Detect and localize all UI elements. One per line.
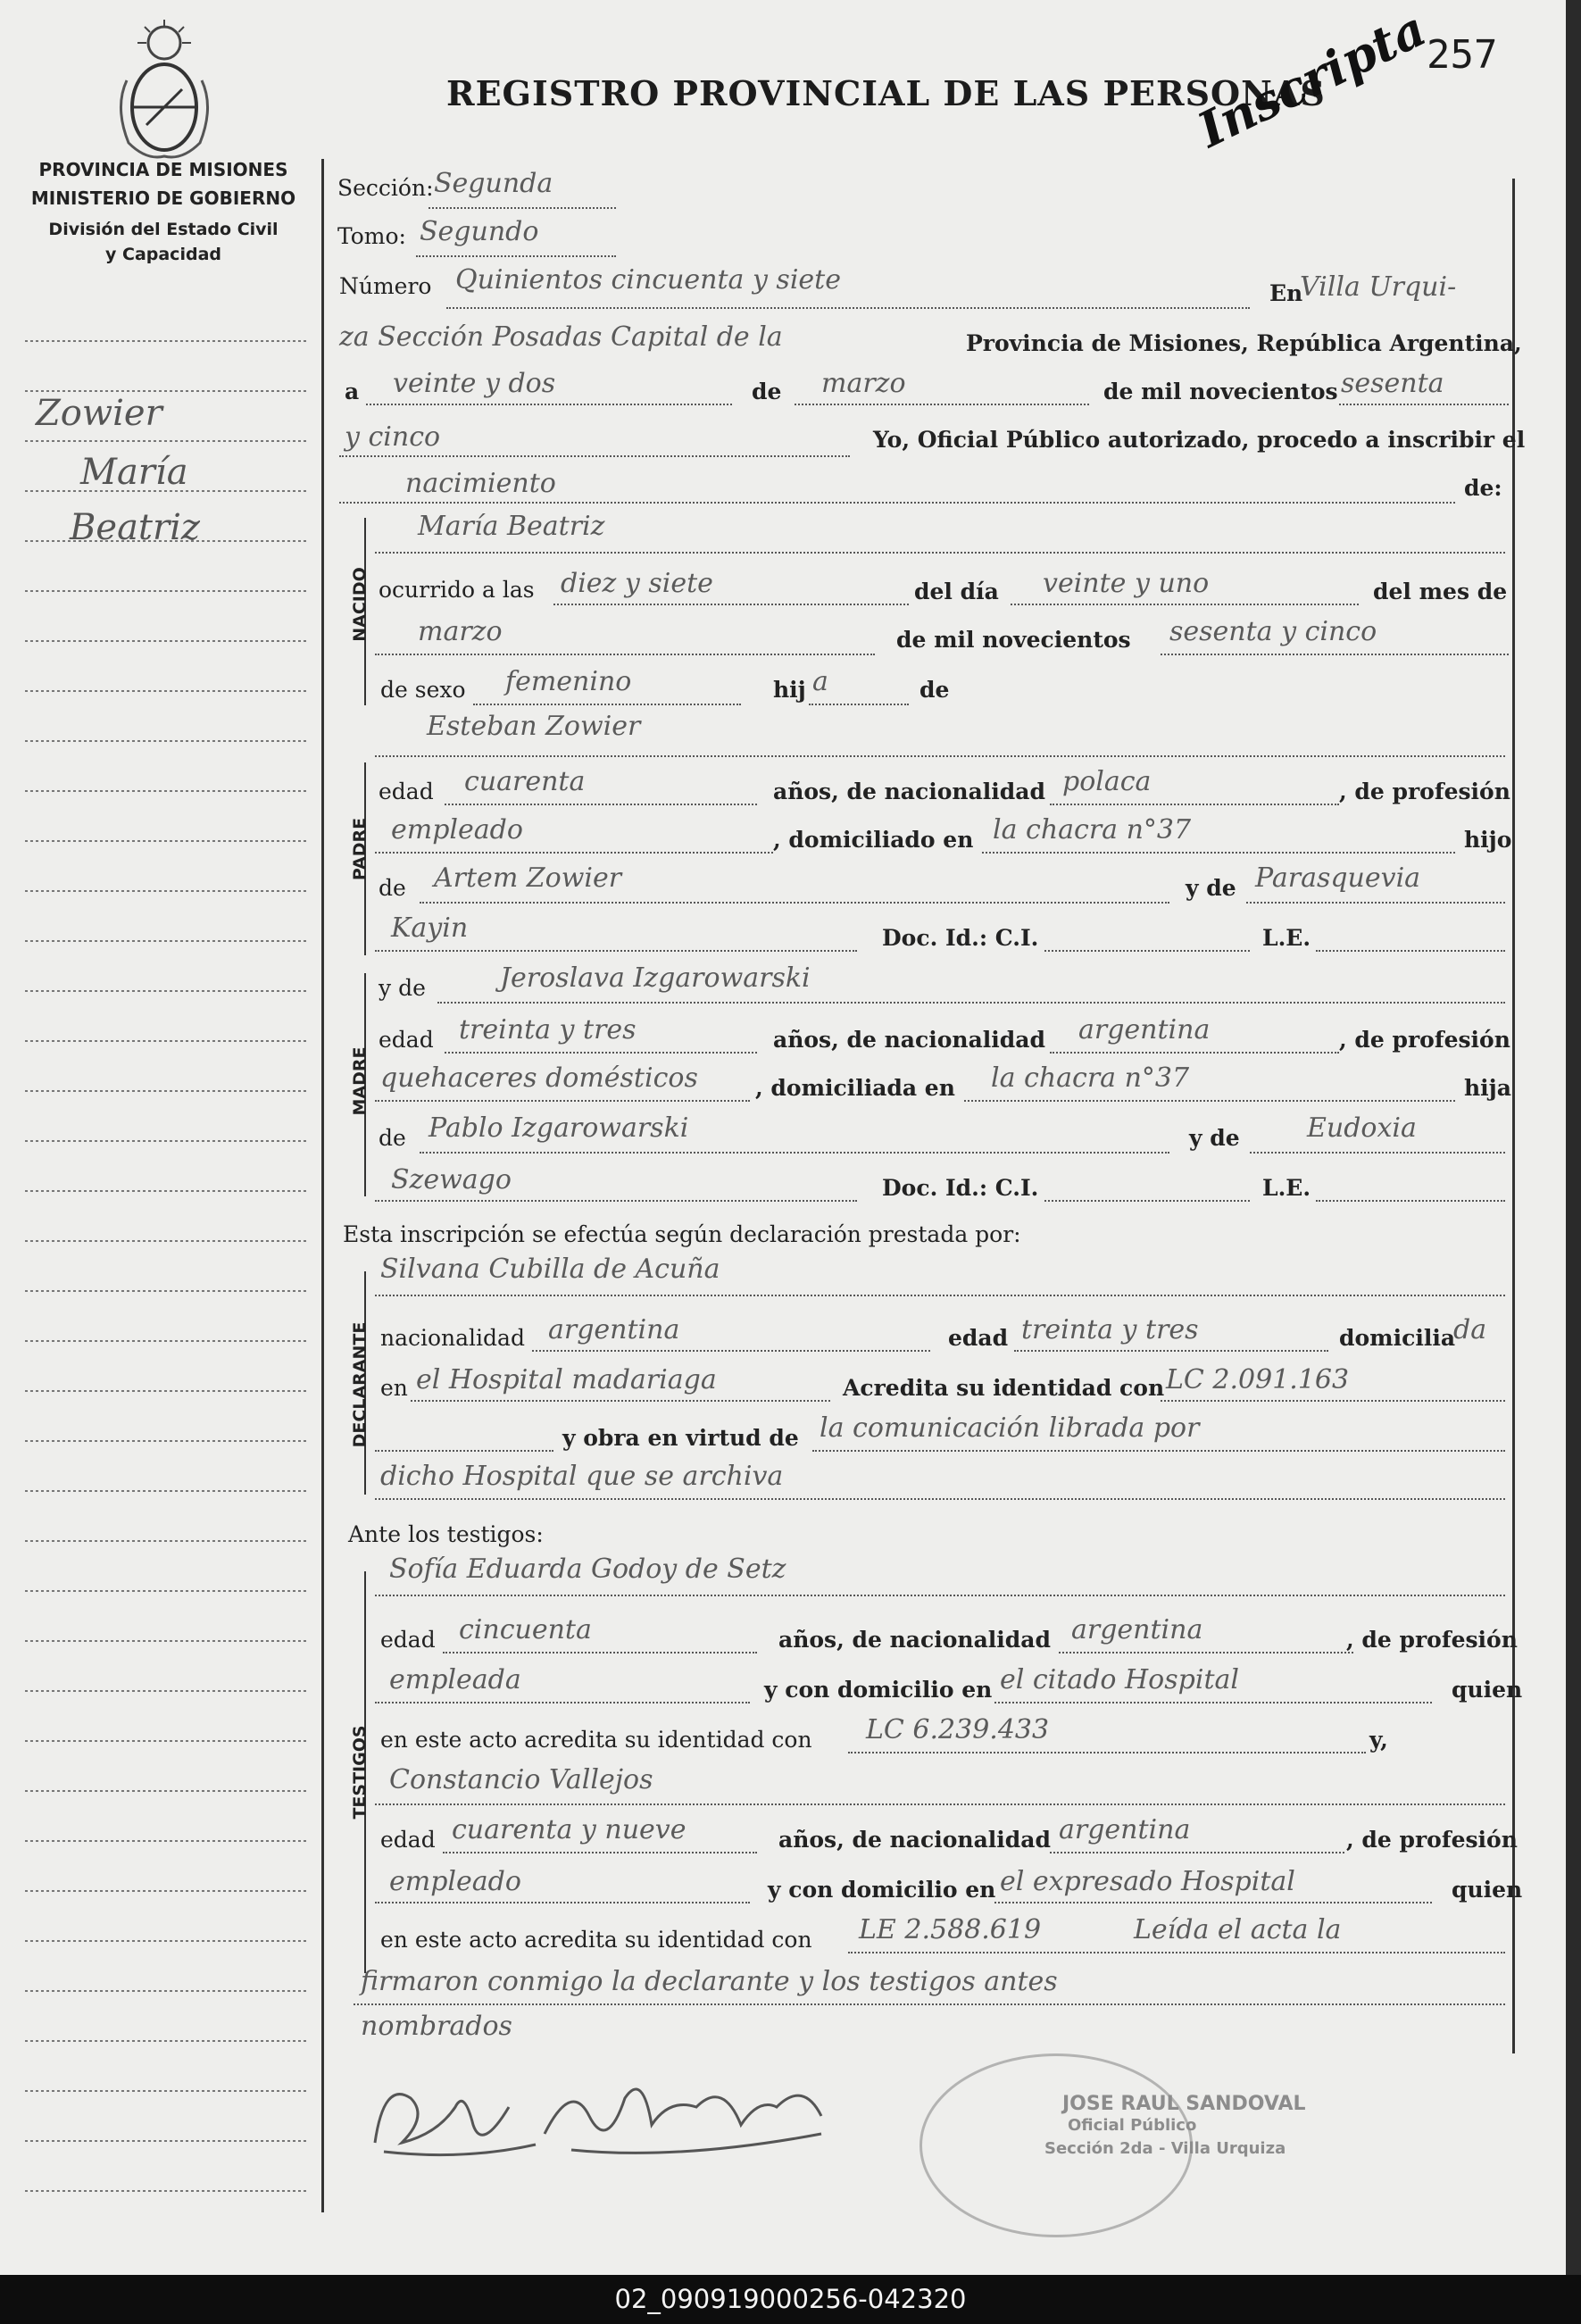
padre-y-de-label: y de [1186,875,1236,901]
nacido-dia: veinte y uno [1043,568,1210,599]
page-title: REGISTRO PROVINCIAL DE LAS PERSONAS [446,73,1326,113]
padre-de-label: de [379,875,406,901]
left-margin-lines [25,330,309,2205]
declarante-obra-2: dicho Hospital que se archiva [380,1461,784,1492]
testigos-section-label: TESTIGOS [350,1725,370,1820]
a-label: a [345,379,360,404]
tomo-label: Tomo: [337,223,406,249]
t2-quien-label: quien [1452,1877,1523,1903]
padre-hijo-label: hijo [1464,827,1512,853]
hij-value: a [812,666,828,697]
t1-quien-label: quien [1452,1677,1523,1703]
anio-label: de mil novecientos [1103,379,1338,404]
t1-prof: empleada [389,1664,521,1695]
provincia-text: Provincia de Misiones, República Argentina, [966,330,1522,356]
mes-value: marzo [821,368,906,399]
sexo-value: femenino [505,666,632,697]
del-mes-label: del mes de [1373,579,1508,604]
declarante-obra: la comunicación librada por [820,1412,1200,1444]
ministry-name: MINISTERIO DE GOBIERNO [30,187,296,209]
official-title: Oficial Público [1068,2116,1197,2135]
nacido-anio-label: de mil novecientos [896,627,1131,653]
madre-dom: la chacra n°37 [991,1062,1190,1094]
sexo-label: de sexo [380,677,466,703]
coat-of-arms-icon [111,18,218,165]
t2-dom-label: y con domicilio en [768,1877,996,1903]
margin-surname: Zowier [36,393,162,434]
acto-value: nacimiento [405,468,556,499]
en-value-2: za Sección Posadas Capital de la [339,321,783,353]
cierre-2: nombrados [361,2011,512,2042]
del-dia-label: del día [914,579,999,604]
padre-section-label: PADRE [350,817,370,881]
padre-dom-label: , domiciliado en [773,827,974,853]
scan-code: 02_090919000256-042320 [614,2284,967,2314]
madre-de-label: de [379,1125,406,1151]
nacido-anio: sesenta y cinco [1169,616,1377,647]
declarante-dom: da [1453,1314,1487,1345]
t1-doc: LC 6.239.433 [866,1714,1050,1745]
margin-middlename: Beatriz [70,507,200,548]
t1-dom: el citado Hospital [1000,1664,1239,1695]
page-number: 257 [1427,32,1498,78]
t2-doc: LE 2.588.619 [859,1914,1042,1945]
numero-value: Quinientos cincuenta y siete [455,264,841,296]
madre-dom-label: , domiciliada en [755,1075,955,1101]
padre-edad: cuarenta [464,766,586,797]
madre-section-label: MADRE [350,1046,370,1116]
de2-label: de: [1464,475,1502,501]
inscripta-stamp: Inscripta [1189,0,1435,159]
de-label: de [752,379,782,404]
madre-nac: argentina [1078,1014,1211,1045]
testigo1-nombre: Sofía Eduarda Godoy de Setz [389,1553,786,1585]
madre-nac-label: años, de nacionalidad [773,1027,1045,1053]
t2-edad-label: edad [380,1827,436,1853]
padre-madre: Parasquevia [1255,862,1421,894]
t1-dom-label: y con domicilio en [764,1677,993,1703]
madre-nombre: Jeroslava Izgarowarski [500,962,811,994]
hij-label: hij [773,677,806,703]
en-value: Villa Urqui- [1300,271,1457,303]
nacido-de-label: de [919,677,950,703]
declarante-dom-label: domicilia [1339,1325,1456,1351]
t1-prof-label: , de profesión [1346,1627,1518,1653]
t2-prof-label: , de profesión [1346,1827,1518,1853]
anio-value: sesenta [1341,368,1444,399]
ocurrido-label: ocurrido a las [379,577,535,603]
padre-prof-label: , de profesión [1339,779,1510,804]
anio-value-2: y cinco [345,421,441,453]
padre-dom: la chacra n°37 [993,814,1192,845]
padre-le-label: L.E. [1262,925,1311,951]
declarante-acredita: LC 2.091.163 [1166,1364,1350,1395]
padre-nac: polaca [1062,766,1152,797]
nacido-nombre: María Beatriz [418,511,605,542]
dia-value: veinte y dos [393,368,556,399]
madre-madre-2: Szewago [391,1164,512,1195]
t2-edad: cuarenta y nueve [452,1814,686,1845]
official-section: Sección 2da - Villa Urquiza [1044,2139,1286,2158]
padre-doc-label: Doc. Id.: C.I. [882,925,1039,951]
padre-madre-2: Kayin [391,912,469,944]
t1-nac: argentina [1071,1614,1203,1645]
declarante-edad: treinta y tres [1021,1314,1199,1345]
padre-nac-label: años, de nacionalidad [773,779,1045,804]
declarante-intro: Esta inscripción se efectúa según declaración prestada por: [343,1221,1021,1247]
madre-y-de2-label: y de [1189,1125,1240,1151]
declarante-en-label: en [380,1375,408,1401]
tomo-value: Segundo [420,216,539,247]
madre-madre: Eudoxia [1307,1112,1417,1144]
signatures [357,2045,857,2178]
cierre-1: firmaron conmigo la declarante y los testigos antes [361,1966,1058,1997]
t1-acredita-label: en este acto acredita su identidad con [380,1727,812,1753]
madre-prof-label: , de profesión [1339,1027,1510,1053]
scan-footer [0,2275,1581,2324]
madre-le-label: L.E. [1262,1175,1311,1201]
t2-acredita-label: en este acto acredita su identidad con [380,1927,812,1953]
division-name: División del Estado Civil [48,220,279,239]
madre-y-de-label: y de [379,975,426,1001]
declarante-nac-label: nacionalidad [380,1325,525,1351]
t2-prof: empleado [389,1866,521,1897]
padre-prof: empleado [391,814,523,845]
t1-edad-label: edad [380,1627,436,1653]
oficial-text: Yo, Oficial Público autorizado, procedo a inscribir el [873,427,1526,453]
t1-nac-label: años, de nacionalidad [778,1627,1051,1653]
numero-label: Número [339,273,432,299]
declarante-section-label: DECLARANTE [350,1321,370,1448]
en-label: En [1269,280,1303,306]
division-name-2: y Capacidad [105,245,221,264]
declarante-en: el Hospital madariaga [416,1364,717,1395]
declarante-edad-label: edad [948,1325,1009,1351]
declarante-obra-label: y obra en virtud de [562,1425,799,1451]
t2-dom: el expresado Hospital [1000,1866,1295,1897]
padre-edad-label: edad [379,779,434,804]
t1-y-label: y, [1369,1727,1388,1753]
seccion-value: Segunda [434,168,553,199]
testigo2-nombre: Constancio Vallejos [389,1764,653,1795]
left-margin-divider [321,159,324,2212]
province-name: PROVINCIA DE MISIONES [38,159,288,180]
nacido-mes: marzo [418,616,503,647]
t2-after: Leída el acta la [1134,1914,1342,1945]
madre-prof: quehaceres domésticos [380,1062,698,1094]
padre-padre: Artem Zowier [434,862,622,894]
official-name: JOSE RAUL SANDOVAL [1062,2093,1306,2115]
seccion-label: Sección: [337,175,434,201]
declarante-nombre: Silvana Cubilla de Acuña [380,1254,720,1285]
t2-nac: argentina [1059,1814,1191,1845]
madre-padre: Pablo Izgarowarski [429,1112,689,1144]
madre-edad: treinta y tres [459,1014,637,1045]
madre-hija-label: hija [1464,1075,1511,1101]
t1-edad: cincuenta [459,1614,592,1645]
hora-value: diez y siete [561,568,713,599]
testigos-intro: Ante los testigos: [348,1521,544,1547]
margin-firstname: María [80,452,188,493]
madre-edad-label: edad [379,1027,434,1053]
madre-doc-label: Doc. Id.: C.I. [882,1175,1039,1201]
nacido-section-label: NACIDO [350,567,370,642]
declarante-nac: argentina [548,1314,680,1345]
t2-nac-label: años, de nacionalidad [778,1827,1051,1853]
padre-nombre: Esteban Zowier [427,711,641,742]
declarante-acredita-label: Acredita su identidad con [843,1375,1165,1401]
right-border [1512,179,1515,2053]
